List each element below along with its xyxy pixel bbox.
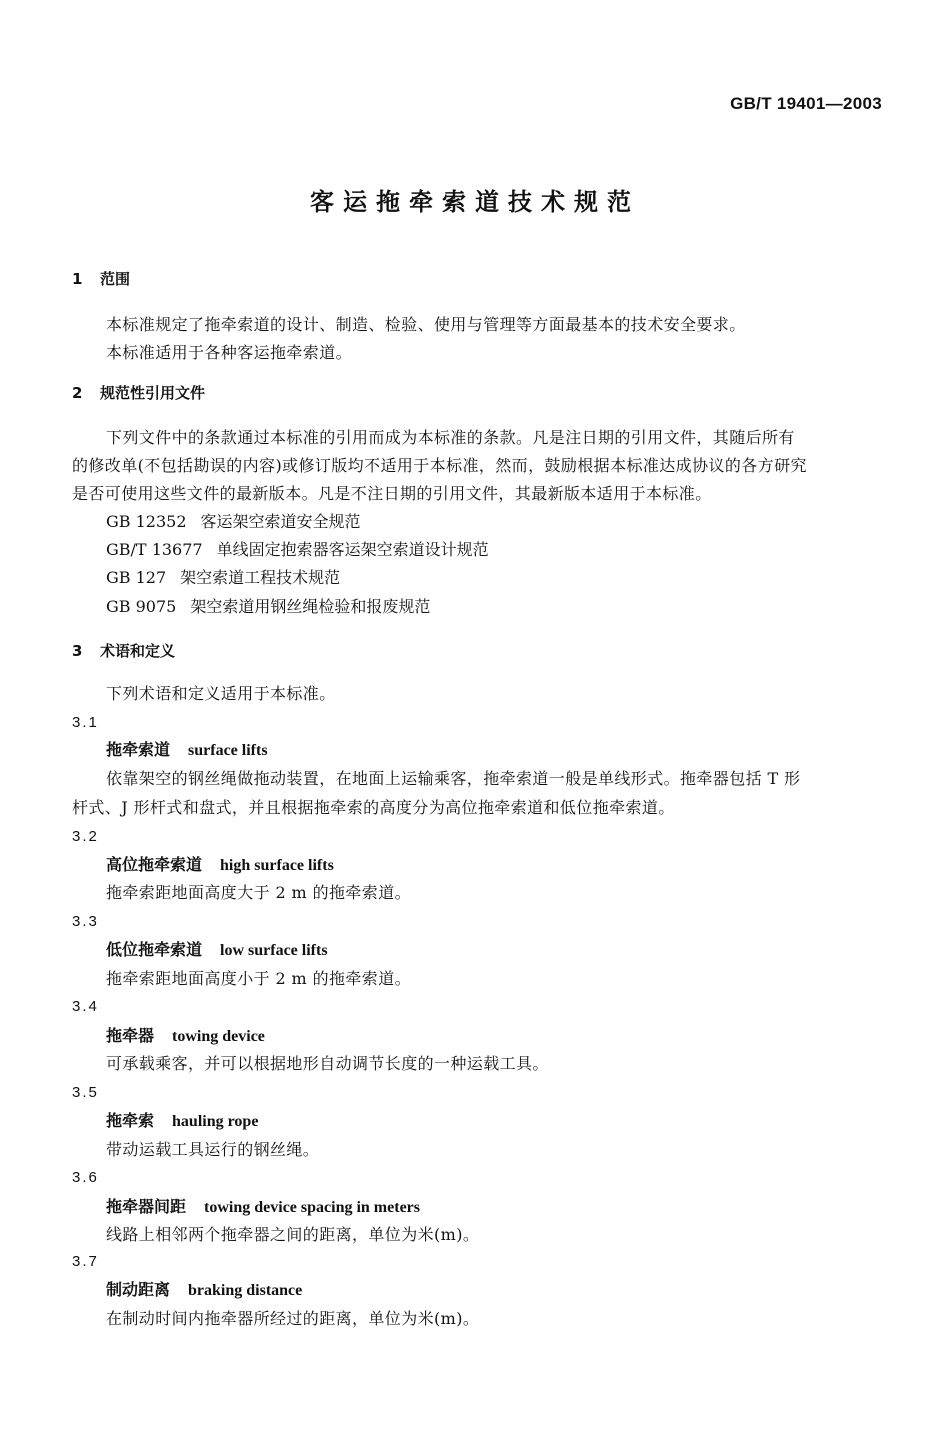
- document-title: 客运拖牵索道技术规范: [310, 188, 640, 216]
- term-chinese: 拖牵器间距: [106, 1197, 187, 1216]
- term-definition: 依靠架空的钢丝绳做拖动装置，在地面上运输乘客，拖牵索道一般是单线形式。拖牵器包括 T 形: [106, 769, 801, 788]
- term-english: hauling rope: [172, 1113, 259, 1130]
- paragraph-line: 下列文件中的条款通过本标准的引用而成为本标准的条款。凡是注日期的引用文件，其随后所有: [106, 428, 795, 447]
- term-chinese: 高位拖牵索道: [106, 855, 203, 874]
- paragraph: 本标准规定了拖牵索道的设计、制造、检验、使用与管理等方面最基本的技术安全要求。: [106, 315, 746, 334]
- reference-code: GB 12352: [106, 512, 187, 531]
- term-entry: [106, 1025, 265, 1048]
- term-definition: 拖牵索距地面高度大于 2 m 的拖牵索道。: [106, 883, 412, 902]
- term-chinese: 制动距离: [106, 1280, 171, 1299]
- term-english: low surface lifts: [220, 942, 328, 959]
- clause-number: 3.5: [72, 1084, 99, 1101]
- clause-number: 3.2: [72, 828, 99, 845]
- reference-code: GB 9075: [106, 597, 177, 616]
- reference-code: GB/T 13677: [106, 540, 203, 559]
- term-chinese: 拖牵索道: [106, 740, 171, 759]
- term-chinese: 拖牵索: [106, 1111, 155, 1130]
- section-number: 1: [72, 270, 83, 288]
- paragraph-line: 是否可使用这些文件的最新版本。凡是不注日期的引用文件，其最新版本适用于本标准。: [72, 484, 712, 503]
- term-definition: 线路上相邻两个拖牵器之间的距离，单位为米(m)。: [106, 1225, 480, 1244]
- term-chinese: 拖牵器: [106, 1026, 155, 1045]
- section-number: 3: [72, 642, 83, 660]
- term-english: braking distance: [188, 1282, 303, 1299]
- term-english: surface lifts: [188, 742, 268, 759]
- clause-number: 3.4: [72, 998, 99, 1015]
- reference-title: 架空索道工程技术规范: [180, 568, 341, 587]
- reference-code: GB 127: [106, 568, 167, 587]
- term-definition: 拖牵索距地面高度小于 2 m 的拖牵索道。: [106, 969, 412, 988]
- section-1-heading: [72, 268, 130, 290]
- clause-number: 3.1: [72, 714, 99, 731]
- term-entry: [106, 1279, 302, 1302]
- term-entry: [106, 1196, 420, 1219]
- term-chinese: 低位拖牵索道: [106, 940, 203, 959]
- reference-title: 单线固定抱索器客运架空索道设计规范: [216, 540, 489, 559]
- term-entry: [106, 1110, 258, 1133]
- reference-item: [106, 596, 430, 618]
- term-english: towing device spacing in meters: [204, 1199, 420, 1216]
- paragraph-line: 的修改单(不包括勘误的内容)或修订版均不适用于本标准，然而，鼓励根据本标准达成协议的各方研究: [72, 456, 807, 475]
- reference-item: [106, 539, 489, 561]
- clause-number: 3.6: [72, 1169, 99, 1186]
- reference-title: 客运架空索道安全规范: [200, 512, 361, 531]
- reference-item: [106, 511, 361, 533]
- term-definition: 带动运载工具运行的钢丝绳。: [106, 1140, 320, 1159]
- term-english: towing device: [172, 1028, 265, 1045]
- term-entry: [106, 939, 328, 962]
- section-title: 范围: [100, 270, 131, 288]
- section-title: 术语和定义: [100, 642, 176, 660]
- term-english: high surface lifts: [220, 857, 334, 874]
- clause-number: 3.3: [72, 913, 99, 930]
- section-3-heading: [72, 640, 175, 662]
- section-number: 2: [72, 384, 83, 402]
- section-2-heading: [72, 382, 205, 404]
- term-entry: [106, 854, 334, 877]
- reference-title: 架空索道用钢丝绳检验和报废规范: [190, 597, 431, 616]
- term-entry: [106, 739, 268, 762]
- section-title: 规范性引用文件: [100, 384, 206, 402]
- standard-number: GB/T 19401—2003: [730, 94, 882, 113]
- reference-item: [106, 567, 340, 589]
- clause-number: 3.7: [72, 1253, 99, 1270]
- term-definition: 杆式、J 形杆式和盘式，并且根据拖牵索的高度分为高位拖牵索道和低位拖牵索道。: [72, 798, 675, 817]
- paragraph: 下列术语和定义适用于本标准。: [106, 684, 336, 703]
- term-definition: 在制动时间内拖牵器所经过的距离，单位为米(m)。: [106, 1309, 480, 1328]
- term-definition: 可承载乘客，并可以根据地形自动调节长度的一种运载工具。: [106, 1054, 549, 1073]
- paragraph: 本标准适用于各种客运拖牵索道。: [106, 343, 353, 362]
